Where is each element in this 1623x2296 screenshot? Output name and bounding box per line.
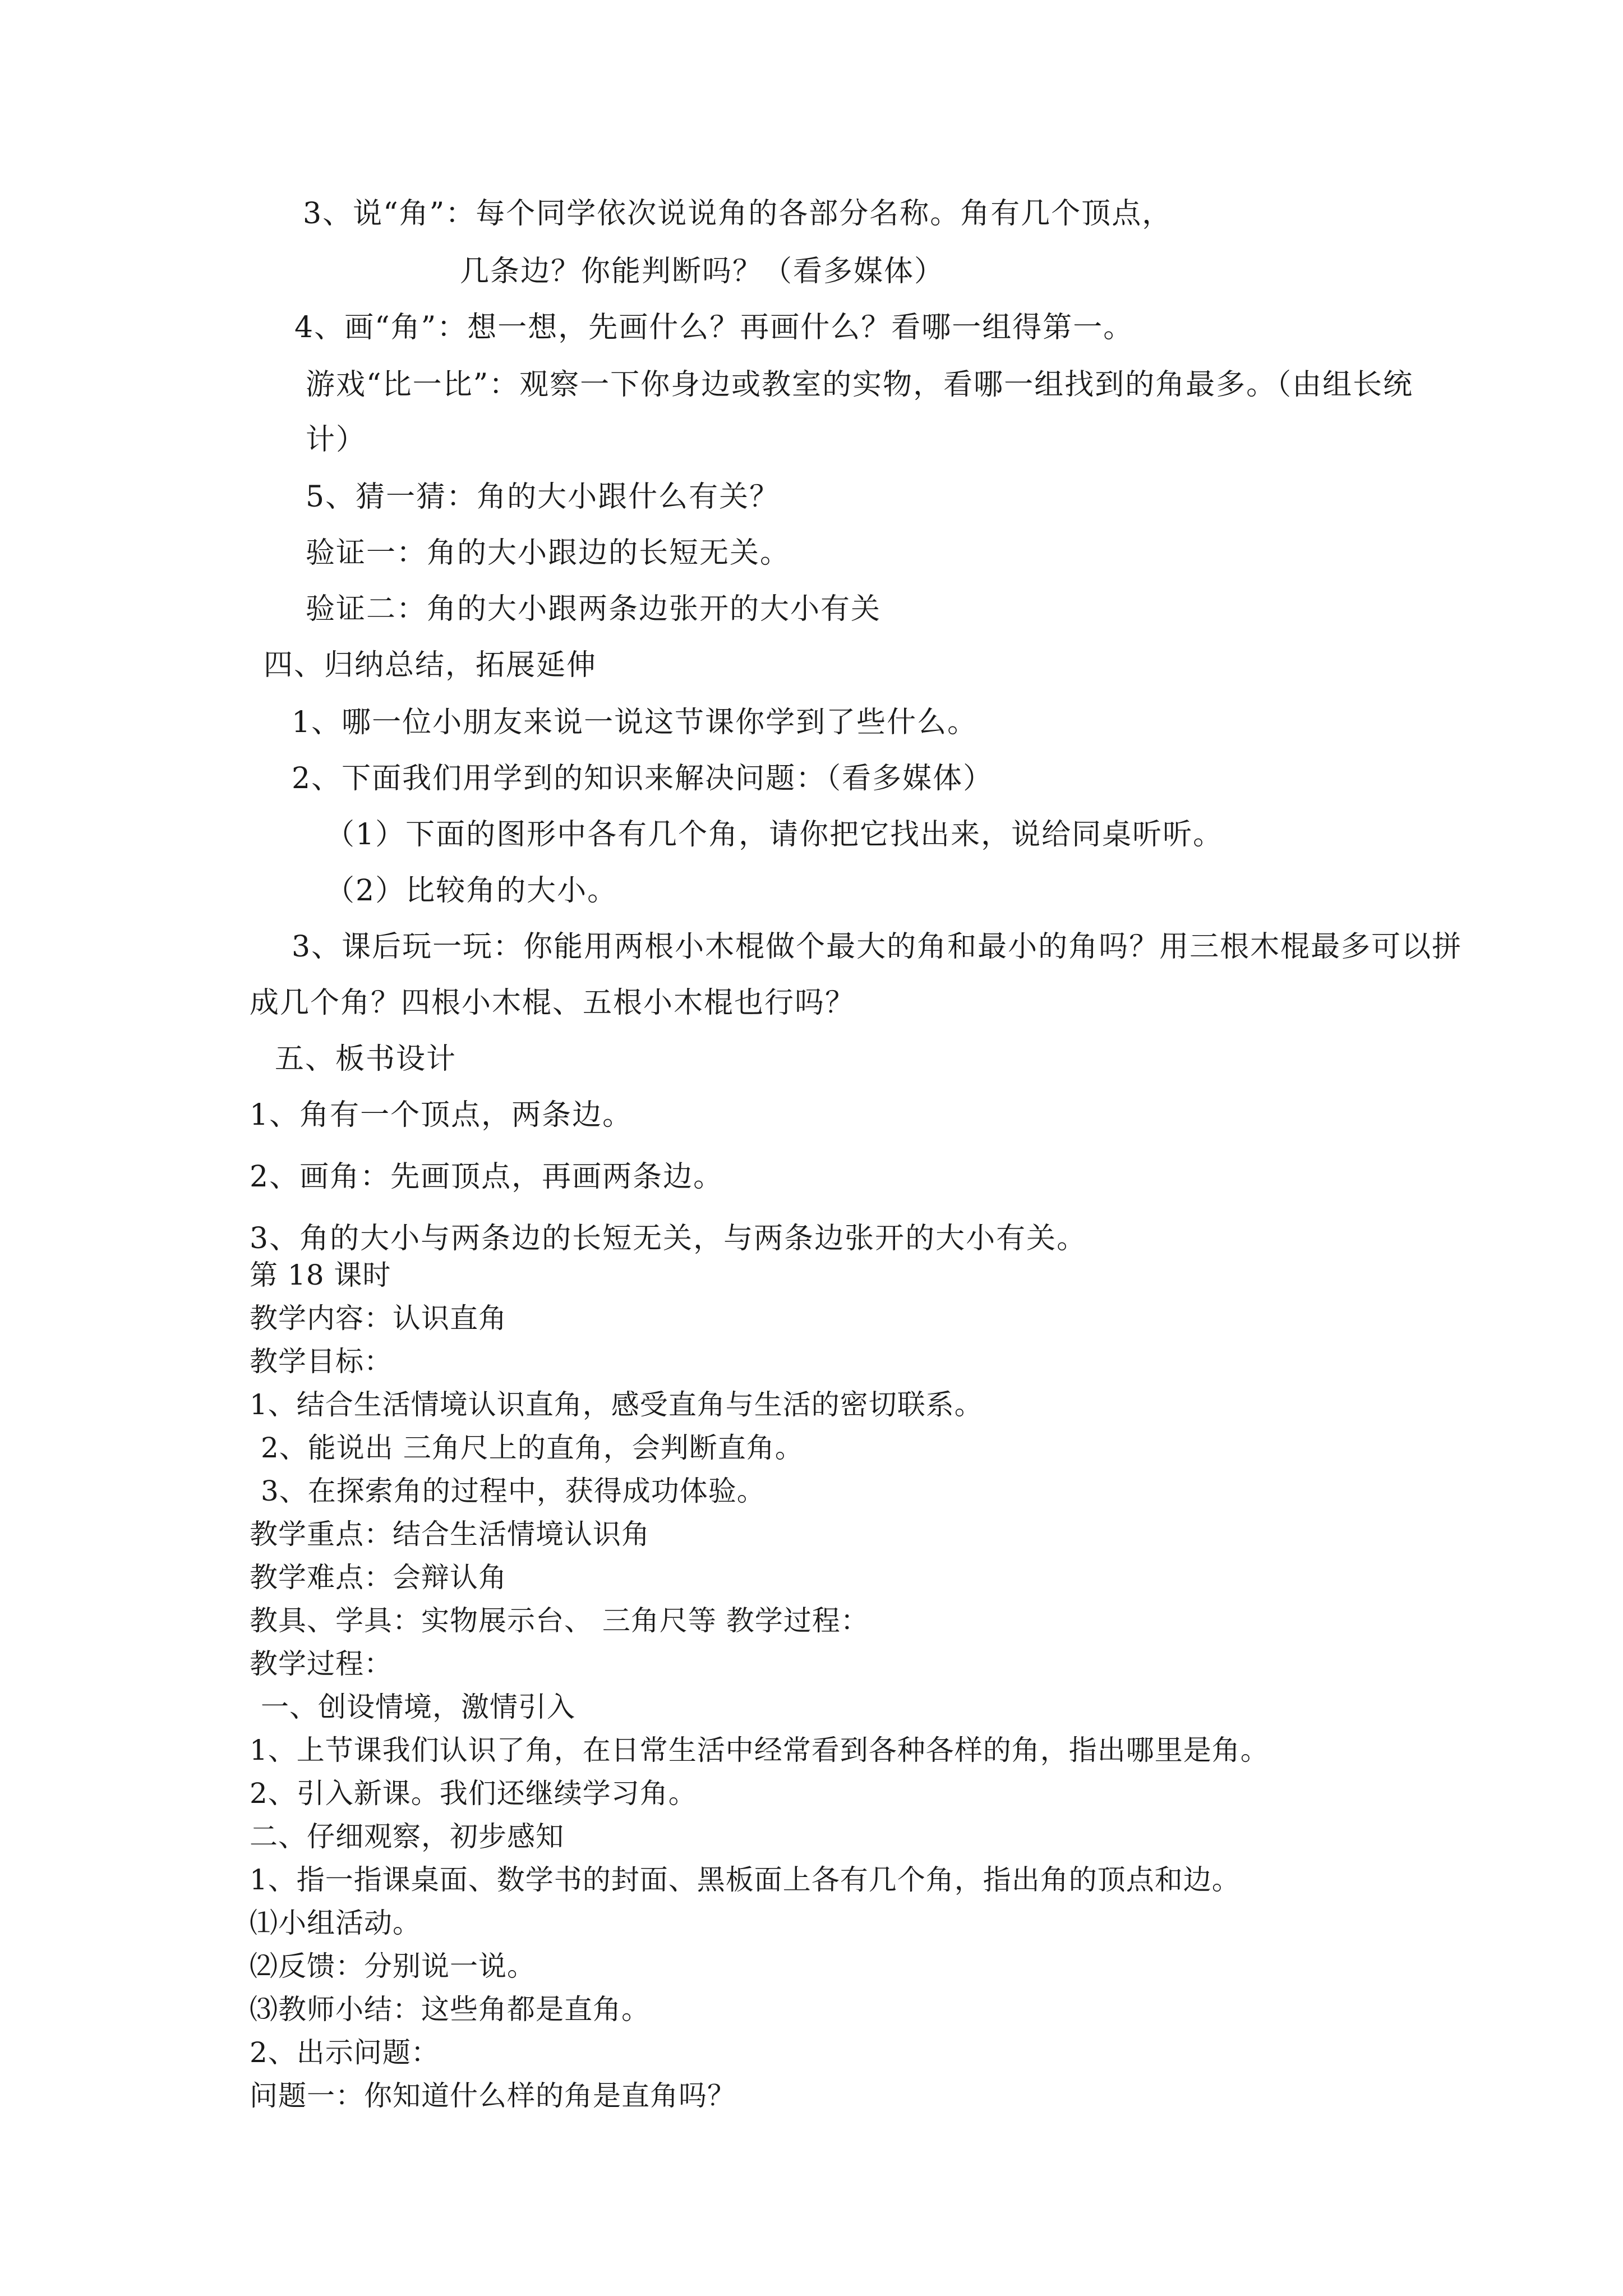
text-line: 2、画角：先画顶点，再画两条边。	[250, 1160, 724, 1194]
text-line: 验证一：角的大小跟边的长短无关。	[306, 536, 791, 570]
text-line: 2、引入新课。我们还继续学习角。	[250, 1777, 697, 1810]
text-line: 教学过程：	[250, 1648, 393, 1680]
text-line: 几条边？你能判断吗？（看多媒体）	[460, 255, 945, 288]
text-line: 1、指一指课桌面、数学书的封面、黑板面上各有几个角，指出角的顶点和边。	[250, 1864, 1241, 1896]
text-line: 4、画“角”：想一想，先画什么？再画什么？看哪一组得第一。	[294, 311, 1134, 344]
text-line: 教具、学具：实物展示台、 三角尺等 教学过程：	[250, 1604, 869, 1637]
text-line: 问题一：你知道什么样的角是直角吗？	[250, 2079, 736, 2112]
text-line: 3、角的大小与两条边的长短无关，与两条边张开的大小有关。	[250, 1222, 1087, 1255]
text-line: 计）	[306, 423, 367, 457]
text-line: 2、下面我们用学到的知识来解决问题：（看多媒体）	[292, 762, 994, 795]
text-line: 2、出示问题：	[250, 2036, 440, 2069]
text-line: 3、说“角”：每个同学依次说说角的各部分名称。角有几个顶点，	[303, 197, 1173, 231]
text-line: 验证二：角的大小跟两条边张开的大小有关	[306, 592, 882, 626]
text-line: 1、角有一个顶点，两条边。	[250, 1098, 633, 1132]
text-line: 游戏“比一比”：观察一下你身边或教室的实物，看哪一组找到的角最多。（由组长统	[306, 368, 1414, 402]
text-line: 3、在探索角的过程中，获得成功体验。	[261, 1475, 766, 1507]
text-line: 教学难点：会辩认角	[250, 1561, 507, 1594]
text-line: 教学内容：认识直角	[250, 1302, 507, 1335]
section-heading: 一、创设情境，激情引入	[261, 1691, 575, 1723]
text-line: 3、课后玩一玩：你能用两根小木棍做个最大的角和最小的角吗？用三根木棍最多可以拼	[292, 930, 1463, 964]
section-heading: 五、板书设计	[275, 1042, 457, 1076]
text-line: 2、能说出 三角尺上的直角，会判断直角。	[261, 1432, 804, 1464]
text-line: 1、上节课我们认识了角，在日常生活中经常看到各种各样的角，指出哪里是角。	[250, 1734, 1269, 1766]
text-line: ⑶教师小结：这些角都是直角。	[250, 1993, 650, 2026]
text-line: 教学重点：结合生活情境认识角	[250, 1518, 650, 1550]
section-heading: 二、仔细观察，初步感知	[250, 1820, 564, 1853]
text-line: ⑴小组活动。	[250, 1907, 421, 1939]
text-line: （2）比较角的大小。	[325, 874, 618, 908]
text-line: 教学目标：	[250, 1345, 393, 1378]
text-line: （1）下面的图形中各有几个角，请你把它找出来，说给同桌听听。	[325, 818, 1224, 852]
text-line: 成几个角？四根小木棍、五根小木棍也行吗？	[250, 986, 856, 1020]
text-line: ⑵反馈：分别说一说。	[250, 1950, 536, 1982]
text-line: 1、哪一位小朋友来说一说这节课你学到了些什么。	[292, 706, 978, 739]
lesson-number: 第 18 课时	[250, 1259, 391, 1291]
text-line: 1、结合生活情境认识直角，感受直角与生活的密切联系。	[250, 1388, 983, 1421]
text-line: 5、猜一猜：角的大小跟什么有关？	[306, 480, 780, 514]
section-heading: 四、归纳总结，拓展延伸	[264, 648, 597, 682]
